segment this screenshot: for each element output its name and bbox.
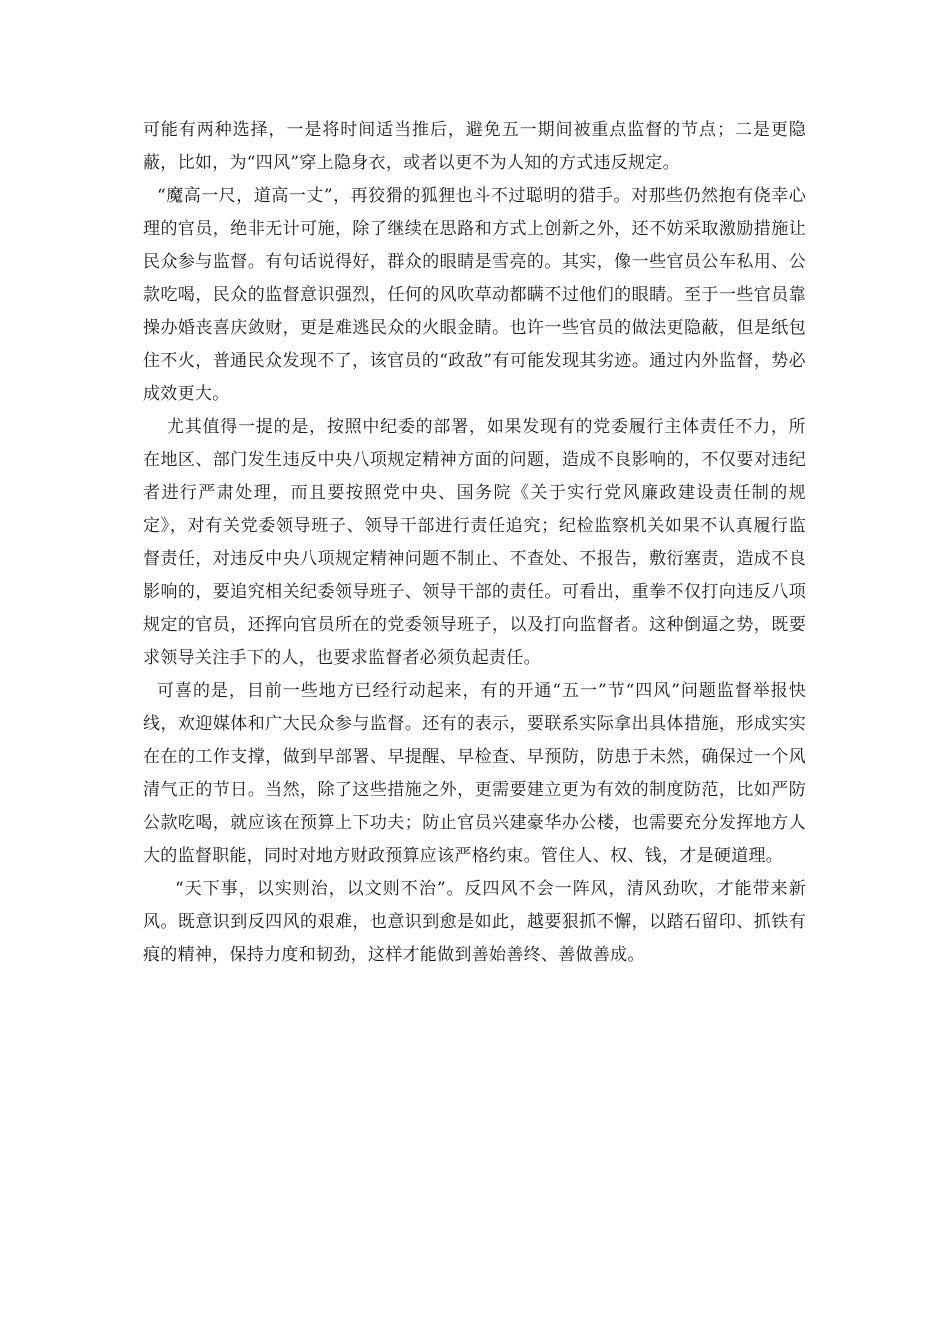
paragraph-1: 可能有两种选择，一是将时间适当推后，避免五一期间被重点监督的节点；二是更隐蔽，比如，为“四风”穿上隐身衣，或者以更不为人知的方式违反规定。	[143, 120, 806, 173]
paragraph-4: 可喜的是，目前一些地方已经行动起来，有的开通“五一”节“四风”问题监督举报快线，欢迎媒体和广大民众参与监督。还有的表示，要联系实际拿出具体措施，形成实实在在的工作支撑，做到早部署、早提醒、早检查、早预防，防患于未然，确保过一个风清气正的节日。当然，除了这些措施之外，更需要建立更为有效的制度防范，比如严防公款吃喝，就应该在预算上下功夫；防止官员兴建豪华办公楼，也需要充分发挥地方人大的监督职能，同时对地方财政预算应该严格约束。管住人、权、钱，才是硬道理。	[143, 681, 806, 866]
paragraph-3: 尤其值得一提的是，按照中纪委的部署，如果发现有的党委履行主体责任不力，所在地区、部门发生违反中央八项规定精神方面的问题，造成不良影响的，不仅要对违纪者进行严肃处理，而且要按照党中央、国务院《关于实行党风廉政建设责任制的规定》，对有关党委领导班子、领导干部进行责任追究；纪检监察机关如果不认真履行监督责任，对违反中央八项规定精神问题不制止、不查处、不报告，敷衍塞责，造成不良影响的，要追究相关纪委领导班子、领导干部的责任。可看出，重拳不仅打向违反八项规定的官员，还挥向官员所在的党委领导班子，以及打向监督者。这种倒逼之势，既要求领导关注手下的人，也要求监督者必须负起责任。	[143, 417, 806, 668]
paragraph-5: “天下事，以实则治，以文则不治”。反四风不会一阵风，清风劲吹，才能带来新风。既意识到反四风的艰难，也意识到愈是如此，越要狠抓不懈，以踏石留印、抓铁有痕的精神，保持力度和韧劲，这样才能做到善始善终、善做善成。	[143, 879, 806, 965]
paragraph-2: “魔高一尺，道高一丈”，再狡猾的狐狸也斗不过聪明的猎手。对那些仍然抱有侥幸心理的官员，绝非无计可施，除了继续在思路和方式上创新之外，还不妨采取激励措施让民众参与监督。有句话说得好，群众的眼睛是雪亮的。其实，像一些官员公车私用、公款吃喝，民众的监督意识强烈，任何的风吹草动都瞒不过他们的眼睛。至于一些官员靠操办婚丧喜庆敛财，更是难逃民众的火眼金睛。也许一些官员的做法更隐蔽，但是纸包住不火，普通民众发现不了，该官员的“政敌”有可能发现其劣迹。通过内外监督，势必成效更大。	[143, 186, 806, 404]
document-body	[143, 114, 806, 972]
